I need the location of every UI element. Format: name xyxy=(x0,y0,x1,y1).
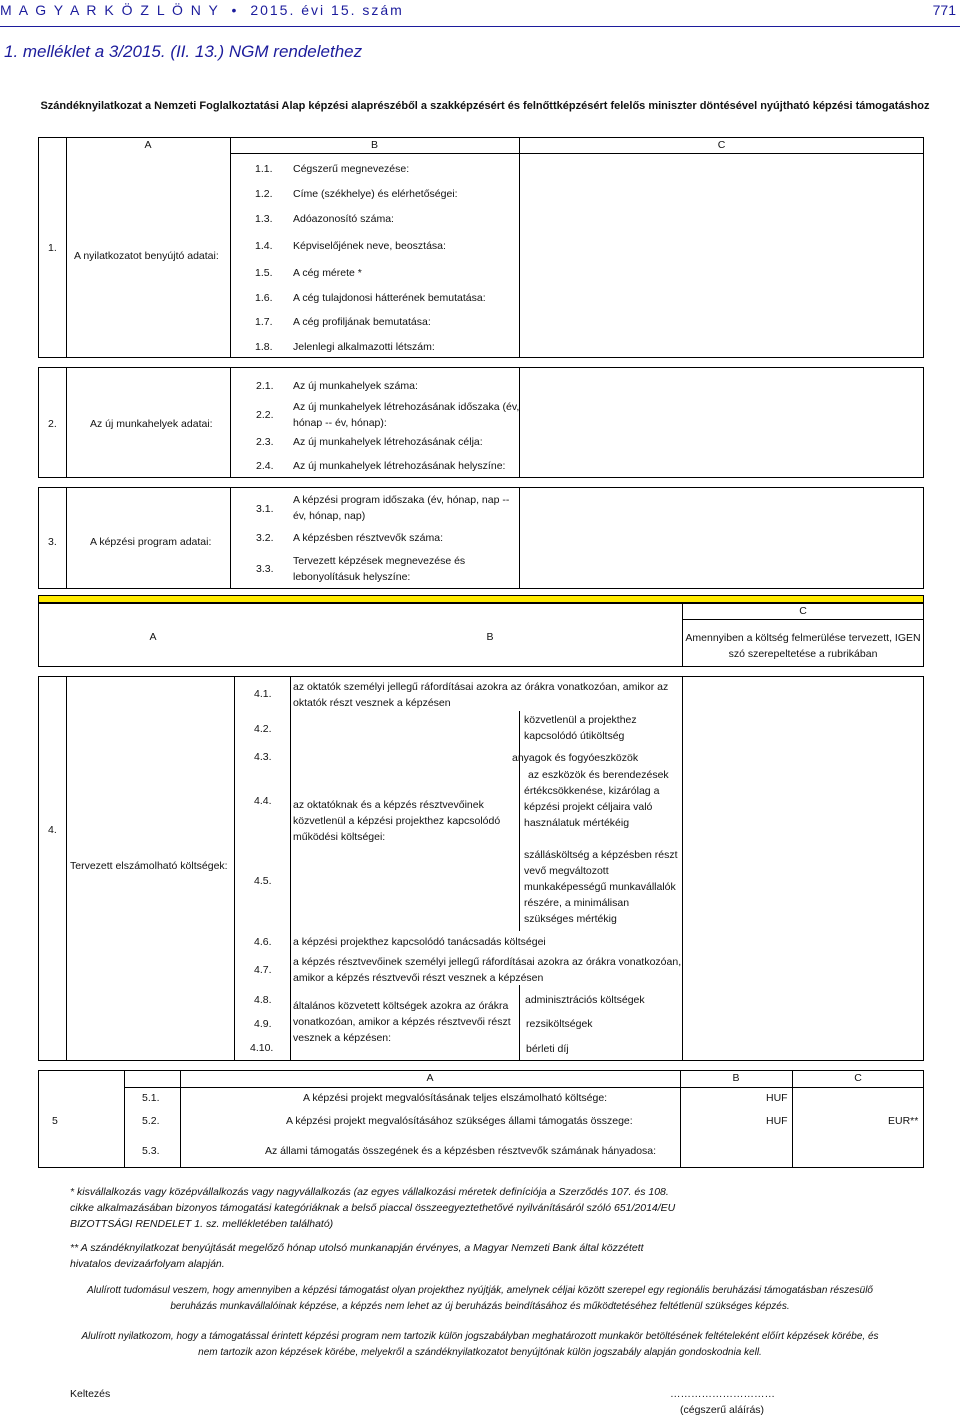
row-num: 4.10. xyxy=(250,1042,274,1054)
group-label: vesznek a képzésen: xyxy=(293,1032,392,1044)
row-num: 2.1. xyxy=(256,380,274,392)
row-label: az eszközök és berendezések xyxy=(528,769,669,781)
row-num: 5.1. xyxy=(142,1092,160,1104)
row-label: Cégszerű megnevezése: xyxy=(293,163,410,175)
declaration: nem tartozik azon képzések körébe, melyekről a szándéknyilatkozatot benyújtónak külön jogszabály alapján gondoskodnia kell. xyxy=(198,1347,762,1358)
row-num: 1.5. xyxy=(255,267,273,279)
row-label: Tervezett képzések megnevezése és xyxy=(293,555,466,567)
row-label: részére, a minimálisan xyxy=(524,897,630,909)
row-num: 3.2. xyxy=(256,532,274,544)
row-label: a képzési projekthez kapcsolódó tanácsadás költségei xyxy=(293,936,546,948)
group-label: működési költségei: xyxy=(293,831,386,843)
row-label: Az új munkahelyek létrehozásának időszaka (év, xyxy=(293,401,520,413)
row-num: 4.9. xyxy=(254,1018,272,1030)
row-label: Adóazonosító száma: xyxy=(293,213,394,225)
signature-label: (cégszerű aláírás) xyxy=(680,1404,765,1416)
col-a: A xyxy=(144,139,152,151)
row-label: A képzési projekt megvalósításának teljes elszámolható költsége: xyxy=(303,1092,608,1104)
row-num: 1.2. xyxy=(255,188,273,200)
row-num: 5.2. xyxy=(142,1115,160,1127)
row-label: kapcsolódó útiköltség xyxy=(524,730,625,742)
footnote: BIZOTTSÁGI RENDELET 1. sz. mellékletében található) xyxy=(70,1218,334,1230)
row-num: 2.4. xyxy=(256,460,274,472)
row-label: az oktatók személyi jellegű ráfordításai azokra az órákra vonatkozóan, amikor az xyxy=(293,681,669,693)
section-number: 1. xyxy=(48,242,57,254)
row-label: hónap -- év, hónap): xyxy=(293,417,387,429)
row-num: 4.3. xyxy=(254,751,272,763)
row-num: 1.4. xyxy=(255,240,273,252)
row-label: rezsiköltségek xyxy=(526,1018,593,1030)
row-label: szükséges mértékig xyxy=(524,913,617,925)
header-rule xyxy=(0,26,960,27)
section-number: 5 xyxy=(52,1115,58,1127)
col-b: B xyxy=(486,631,494,643)
row-num: 3.1. xyxy=(256,503,274,515)
row-num: 4.4. xyxy=(254,795,272,807)
col-c: C xyxy=(799,605,807,617)
row-label: bérleti díj xyxy=(526,1043,569,1055)
row-label: használatuk mértékéig xyxy=(524,817,630,829)
row-num: 4.5. xyxy=(254,875,272,887)
row-num: 4.7. xyxy=(254,964,272,976)
col-c: C xyxy=(854,1072,862,1084)
date-label: Keltezés xyxy=(70,1388,111,1400)
row-label: A képzési program időszaka (év, hónap, nap -- xyxy=(293,494,510,506)
row-label: adminisztrációs költségek xyxy=(525,994,645,1006)
row-label: értékcsökkenése, kizárólag a xyxy=(524,785,660,797)
row-label: Címe (székhelye) és elérhetőségei: xyxy=(293,188,458,200)
signature-line: ………………………… xyxy=(670,1388,775,1400)
footnote: ** A szándéknyilatkozat benyújtását megelőző hónap utolsó munkanapján érvényes, a Magyar Nemzeti Bank által közzétett xyxy=(70,1242,644,1254)
row-label: oktatók részt vesznek a képzésen xyxy=(293,697,451,709)
row-label: közvetlenül a projekthez xyxy=(524,714,637,726)
col-c-desc: Amennyiben a költség felmerülése tervezett, IGEN xyxy=(685,632,921,644)
row-num: 5.3. xyxy=(142,1145,160,1157)
row-num: 1.1. xyxy=(255,163,273,175)
group-label: általános közvetett költségek azokra az órákra xyxy=(293,1000,509,1012)
footnote: cikke alkalmazásában bizonyos támogatási kategóriáknak a belső piaccal összeegyeztethetővé nyilvánításáról szóló 651/2014/EU xyxy=(70,1202,676,1214)
unit-label: HUF xyxy=(766,1115,788,1127)
section-label: Az új munkahelyek adatai: xyxy=(90,418,213,430)
unit-label: HUF xyxy=(766,1092,788,1104)
section-label: A képzési program adatai: xyxy=(90,536,212,548)
declaration: beruházás munkavállalóinak képzése, a képzés nem lehet az új beruházás beindításához és működtetéséhez feltétlenül szükséges képzés. xyxy=(170,1301,790,1312)
col-c-desc: szó szerepeltetése a rubrikában xyxy=(728,648,878,660)
footnote: hivatalos devizaárfolyam alapján. xyxy=(70,1258,225,1270)
row-label: A képzési projekt megvalósításához szükséges állami támogatás összege: xyxy=(286,1115,633,1127)
row-label: munkaképességű munkavállalók xyxy=(524,881,676,893)
issue: 2015. évi 15. szám xyxy=(250,2,404,18)
row-num: 4.6. xyxy=(254,936,272,948)
col-b: B xyxy=(732,1072,740,1084)
row-label: év, hónap, nap) xyxy=(293,510,366,522)
footnote: * kisvállalkozás vagy középvállalkozás vagy nagyvállalkozás (az egyes vállalkozási méretek definíciója a Szerződés 107. és 108. xyxy=(70,1186,669,1198)
row-num: 1.7. xyxy=(255,316,273,328)
group-label: az oktatóknak és a képzés résztvevőinek xyxy=(293,799,484,811)
row-label: anyagok és fogyóeszközök xyxy=(512,752,639,764)
row-label: szállásköltség a képzésben részt xyxy=(524,849,678,861)
row-num: 4.8. xyxy=(254,994,272,1006)
row-label: lebonyolításuk helyszíne: xyxy=(293,571,411,583)
row-num: 4.2. xyxy=(254,723,272,735)
row-num: 2.2. xyxy=(256,409,274,421)
row-label: Az új munkahelyek száma: xyxy=(293,380,418,392)
annex-title: 1. melléklet a 3/2015. (II. 13.) NGM rendelethez xyxy=(4,42,363,61)
bullet: • xyxy=(231,2,239,18)
section-number: 4. xyxy=(48,824,57,836)
row-label: a képzés résztvevőinek személyi jellegű ráfordításai azokra az órákra vonatkozóan, xyxy=(293,956,682,968)
row-num: 4.1. xyxy=(254,688,272,700)
row-num: 3.3. xyxy=(256,563,274,575)
yellow-band xyxy=(38,595,924,603)
document-title: Szándéknyilatkozat a Nemzeti Foglalkoztatási Alap képzési alaprészéből a szakképzésért és felnőttképzésért felelős miniszter döntésével nyújtható képzési támogatáshoz xyxy=(40,100,930,112)
row-label: Az állami támogatás összegének és a képzésben résztvevők számának hányadosa: xyxy=(265,1145,657,1157)
group-label: vonatkozóan, amikor a képzés résztvevői részt xyxy=(293,1016,511,1028)
declaration: Alulírott tudomásul veszem, hogy amennyiben a képzési támogatást olyan projekthez nyújtják, amelynek céljai között szerepel egy regionális beruházási támogatásban részesülő xyxy=(87,1285,873,1296)
row-num: 1.8. xyxy=(255,341,273,353)
row-label: A képzésben résztvevők száma: xyxy=(293,532,443,544)
unit-label: EUR** xyxy=(888,1115,919,1127)
row-num: 2.3. xyxy=(256,436,274,448)
row-label: Képviselőjének neve, beosztása: xyxy=(293,240,446,252)
section-label: Tervezett elszámolható költségek: xyxy=(70,860,228,872)
col-c: C xyxy=(717,139,726,151)
row-label: Az új munkahelyek létrehozásának helyszíne: xyxy=(293,460,506,472)
row-label: vevő megváltozott xyxy=(524,865,609,877)
row-num: 1.3. xyxy=(255,213,273,225)
page-number: 771 xyxy=(932,2,956,18)
row-label: Jelenlegi alkalmazotti létszám: xyxy=(293,341,435,353)
declaration: Alulírott nyilatkozom, hogy a támogatással érintett képzési program nem tartozik külön jogszabályban meghatározott munkakör betöltésének feltételeként előírt képzések körébe, és xyxy=(81,1331,879,1342)
row-label: A cég tulajdonosi hátterének bemutatása: xyxy=(293,292,486,304)
section-label: A nyilatkozatot benyújtó adatai: xyxy=(74,250,219,262)
section-number: 3. xyxy=(48,536,57,548)
col-b: B xyxy=(370,139,378,151)
row-label: képzési projekt céljaira való xyxy=(524,801,653,813)
row-label: A cég mérete * xyxy=(293,267,362,279)
row-label: A cég profiljának bemutatása: xyxy=(293,316,431,328)
group-label: közvetlenül a képzési projekthez kapcsolódó xyxy=(293,815,501,827)
row-label: Az új munkahelyek létrehozásának célja: xyxy=(293,436,483,448)
col-a: A xyxy=(426,1072,434,1084)
journal-name: M A G Y A R K Ö Z L Ö N Y xyxy=(0,2,220,18)
col-a: A xyxy=(149,631,157,643)
journal-header xyxy=(0,2,404,18)
section-number: 2. xyxy=(48,418,57,430)
row-label: amikor a képzés résztvevői részt vesznek a képzésen xyxy=(293,972,544,984)
row-num: 1.6. xyxy=(255,292,273,304)
